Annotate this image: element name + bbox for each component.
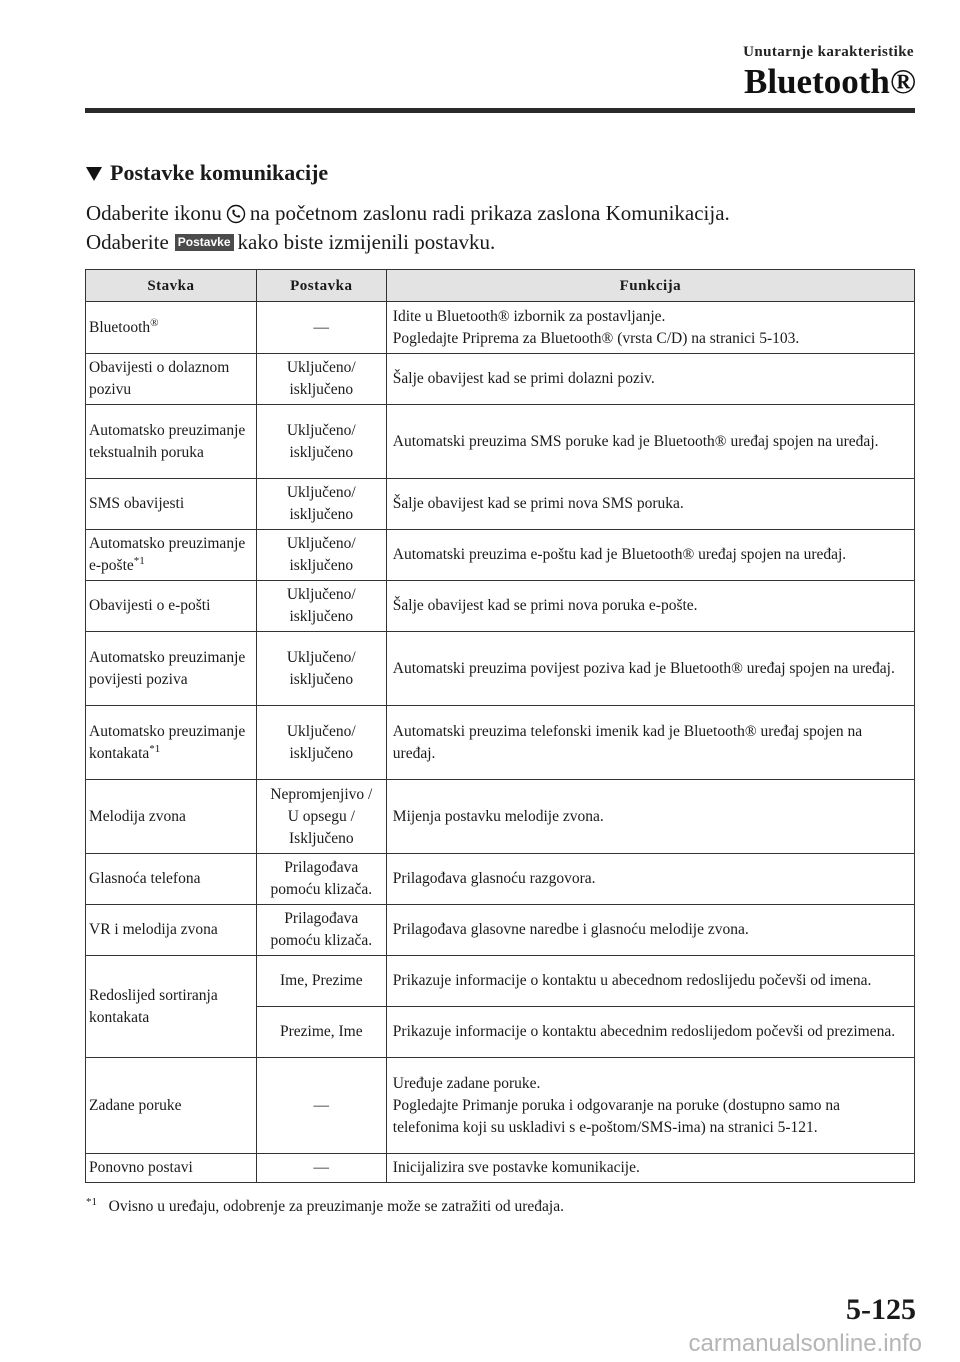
table-row <box>86 956 915 1007</box>
item-cell: Automatsko preuzimanje povijesti poziva <box>86 632 257 706</box>
footnote-mark: *1 <box>86 1196 97 1208</box>
setting-cell: Uključeno/ isključeno <box>256 706 386 780</box>
function-cell: Prilagođava glasovne naredbe i glasnoću melodije zvona. <box>386 905 914 956</box>
triangle-bullet-icon <box>86 167 102 181</box>
function-cell: Prikazuje informacije o kontaktu u abecednom redoslijedu počevši od imena. <box>386 956 914 1007</box>
footnote <box>86 1196 564 1216</box>
chapter-label: Unutarnje karakteristike <box>743 44 914 60</box>
setting-cell: Uključeno/ isključeno <box>256 530 386 581</box>
intro-line-1 <box>86 201 730 226</box>
table-row <box>86 302 915 354</box>
page-number: 5-125 <box>846 1293 916 1326</box>
function-cell: Automatski preuzima SMS poruke kad je Bluetooth® uređaj spojen na uređaj. <box>386 405 914 479</box>
table-row <box>86 706 915 780</box>
setting-cell: Uključeno/ isključeno <box>256 479 386 530</box>
setting-cell: Prezime, Ime <box>256 1007 386 1058</box>
function-cell: Automatski preuzima povijest poziva kad je Bluetooth® uređaj spojen na uređaj. <box>386 632 914 706</box>
function-cell: Šalje obavijest kad se primi nova SMS poruka. <box>386 479 914 530</box>
item-cell: Glasnoća telefona <box>86 854 257 905</box>
setting-cell: Uključeno/ isključeno <box>256 632 386 706</box>
column-header: Stavka <box>86 270 257 302</box>
setting-cell: Ime, Prezime <box>256 956 386 1007</box>
setting-cell: Prilagođava pomoću klizača. <box>256 854 386 905</box>
setting-cell: Uključeno/ isključeno <box>256 581 386 632</box>
function-cell: Mijenja postavku melodije zvona. <box>386 780 914 854</box>
setting-cell: — <box>256 1154 386 1183</box>
item-cell: Obavijesti o dolaznom pozivu <box>86 354 257 405</box>
item-cell: Automatsko preuzimanje kontakata$^{*1}$ <box>86 706 257 780</box>
page-title: Bluetooth® <box>744 62 916 101</box>
function-cell: Automatski preuzima e-poštu kad je Bluetooth® uređaj spojen na uređaj. <box>386 530 914 581</box>
section-title: Postavke komunikacije <box>110 160 329 185</box>
table-row <box>86 1058 915 1154</box>
intro-line-2 <box>86 230 495 255</box>
function-cell: Prikazuje informacije o kontaktu abecednim redoslijedom počevši od prezimena. <box>386 1007 914 1058</box>
item-cell: Melodija zvona <box>86 780 257 854</box>
function-cell: Inicijalizira sve postavke komunikacije. <box>386 1154 914 1183</box>
footnote-text: Ovisno u uređaju, odobrenje za preuzimanje može se zatražiti od uređaja. <box>108 1198 564 1216</box>
table-row <box>86 581 915 632</box>
item-cell: Automatsko preuzimanje tekstualnih poruka <box>86 405 257 479</box>
item-cell: Ponovno postavi <box>86 1154 257 1183</box>
phone-icon <box>226 204 246 224</box>
function-cell: Uređuje zadane poruke. Pogledajte Primanje poruka i odgovaranje na poruke (dostupno samo na telefonima koji su uskladivi s e-poštom/SMS-ima) na stranici 5-121. <box>386 1058 914 1154</box>
setting-cell: — <box>256 1058 386 1154</box>
settings-table <box>85 269 915 1183</box>
table-row <box>86 479 915 530</box>
function-cell: Automatski preuzima telefonski imenik kad je Bluetooth® uređaj spojen na uređaj. <box>386 706 914 780</box>
table-row <box>86 905 915 956</box>
item-cell: Automatsko preuzimanje e-pošte$^{*1}$ <box>86 530 257 581</box>
function-cell: Prilagođava glasnoću razgovora. <box>386 854 914 905</box>
postavke-button-image: Postavke <box>175 234 234 251</box>
setting-cell: — <box>256 302 386 354</box>
section-heading <box>86 160 328 186</box>
setting-cell: Nepromjenjivo / U opsegu / Isključeno <box>256 780 386 854</box>
column-header: Postavka <box>256 270 386 302</box>
intro-text: na početnom zaslonu radi prikaza zaslona Komunikacija. <box>249 201 730 225</box>
table-row <box>86 354 915 405</box>
item-cell: Zadane poruke <box>86 1058 257 1154</box>
intro-text: Odaberite ikonu <box>86 201 222 225</box>
item-cell: Obavijesti o e-pošti <box>86 581 257 632</box>
table-row <box>86 530 915 581</box>
item-cell: SMS obavijesti <box>86 479 257 530</box>
item-cell: VR i melodija zvona <box>86 905 257 956</box>
function-cell: Šalje obavijest kad se primi nova poruka e-pošte. <box>386 581 914 632</box>
intro-text: Odaberite <box>86 230 169 254</box>
setting-cell: Uključeno/ isključeno <box>256 354 386 405</box>
table-header-row <box>86 270 915 302</box>
setting-cell: Prilagođava pomoću klizača. <box>256 905 386 956</box>
table-row <box>86 854 915 905</box>
item-cell: Bluetooth® <box>86 302 257 354</box>
intro-text: kako biste izmijenili postavku. <box>237 230 496 254</box>
function-cell: Idite u Bluetooth® izbornik za postavljanje. Pogledajte Priprema za Bluetooth® (vrsta C/D) na stranici 5-103. <box>386 302 914 354</box>
table-row <box>86 405 915 479</box>
column-header: Funkcija <box>386 270 914 302</box>
table-row <box>86 632 915 706</box>
watermark: carmanualsonline.info <box>688 1330 922 1357</box>
function-cell: Šalje obavijest kad se primi dolazni poziv. <box>386 354 914 405</box>
header-divider <box>85 108 915 113</box>
setting-cell: Uključeno/ isključeno <box>256 405 386 479</box>
table-row <box>86 1154 915 1183</box>
item-cell: Redoslijed sortiranja kontakata <box>86 956 257 1058</box>
table-row <box>86 780 915 854</box>
